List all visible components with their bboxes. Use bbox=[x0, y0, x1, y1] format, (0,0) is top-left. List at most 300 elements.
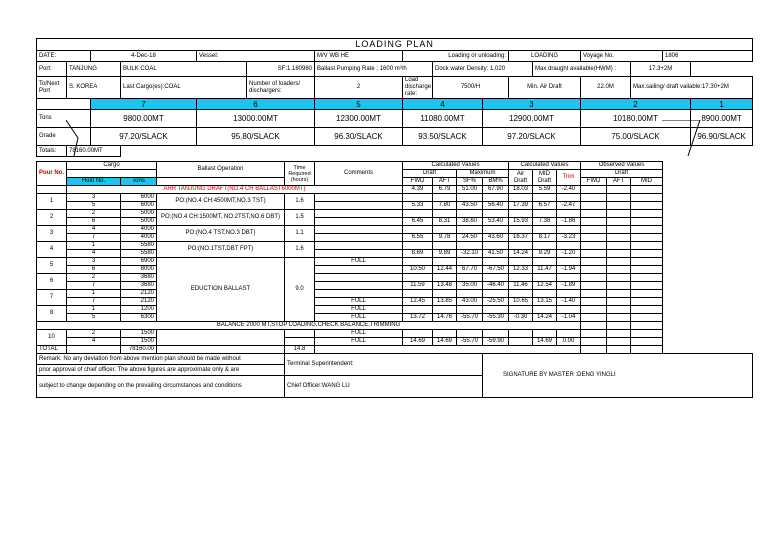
hold-tons-cell: 8000 bbox=[121, 266, 157, 274]
bm-cell: -67.50 bbox=[483, 266, 509, 274]
obs-cell bbox=[631, 314, 663, 322]
sf-cell: 35.00 bbox=[457, 282, 483, 290]
hold-tons-cell: 5000 bbox=[121, 210, 157, 218]
vessel-value: M/V WB HE bbox=[315, 51, 403, 62]
trim-cell bbox=[557, 258, 581, 266]
row-spacer bbox=[663, 210, 753, 218]
trim-cell: -1.40 bbox=[557, 298, 581, 306]
comment-cell bbox=[315, 202, 403, 210]
obs-cell bbox=[581, 274, 607, 282]
remark-line-3: subject to change depending on the prevailing circumstances and conditions bbox=[37, 376, 285, 398]
obs-cell bbox=[581, 218, 607, 226]
air-cell bbox=[509, 306, 533, 314]
ballast-cell: PO:(NO.4 CH:1500MT, NO.2TST,NO.6 DBT) bbox=[157, 210, 285, 226]
fwd-cell bbox=[403, 242, 433, 250]
row-spacer bbox=[663, 346, 753, 354]
obs-cell bbox=[581, 242, 607, 250]
bm-cell bbox=[483, 226, 509, 234]
air-cell: 12.33 bbox=[509, 266, 533, 274]
obs-cell bbox=[631, 202, 663, 210]
hold-number: 2 bbox=[581, 99, 691, 110]
trim-cell bbox=[557, 274, 581, 282]
fwd-cell bbox=[403, 194, 433, 202]
obs-cell bbox=[607, 338, 631, 346]
fwd-cell bbox=[403, 210, 433, 218]
obs-cell bbox=[581, 226, 607, 234]
obs-cell bbox=[607, 306, 631, 314]
obs-cell bbox=[631, 322, 663, 330]
fwd-cell bbox=[403, 274, 433, 282]
hold-number: 1 bbox=[691, 99, 753, 110]
bm-cell bbox=[483, 290, 509, 298]
time-cell: 1.6 bbox=[285, 194, 315, 210]
hold-number: 7 bbox=[91, 99, 197, 110]
obs-cell bbox=[631, 330, 663, 338]
hold-tons: 8900.00MT bbox=[691, 110, 753, 128]
hold-no: 4 bbox=[67, 338, 121, 346]
sf-cell bbox=[457, 210, 483, 218]
pour-no: 5 bbox=[37, 258, 67, 274]
fwd-cell bbox=[403, 306, 433, 314]
bm-cell: -25.50 bbox=[483, 298, 509, 306]
vessel-label: Vessel: bbox=[197, 51, 315, 62]
tons-header: Tons bbox=[121, 178, 157, 186]
mid-cell bbox=[533, 290, 557, 298]
aft-cell bbox=[433, 226, 457, 234]
trim-cell: -2.47 bbox=[557, 202, 581, 210]
hold-number: 4 bbox=[403, 99, 483, 110]
time-cell: 1.6 bbox=[285, 242, 315, 258]
comment-cell bbox=[315, 282, 403, 290]
bm-cell bbox=[483, 194, 509, 202]
bm-cell bbox=[483, 242, 509, 250]
sf-cell: 38.60 bbox=[457, 218, 483, 226]
sf-cell: 67.70 bbox=[457, 266, 483, 274]
fwd-cell: 5.33 bbox=[403, 202, 433, 210]
hold-tons-cell: 5580 bbox=[121, 242, 157, 250]
obs-mid-header: MID bbox=[631, 178, 663, 186]
obs-cell bbox=[631, 250, 663, 258]
obs-cell bbox=[581, 314, 607, 322]
header-spacer bbox=[663, 178, 753, 186]
obs-cell bbox=[581, 234, 607, 242]
obs-cell bbox=[631, 186, 663, 194]
sf-cell bbox=[457, 242, 483, 250]
port-label: Port: bbox=[37, 62, 67, 77]
trim-cell: -1.89 bbox=[557, 282, 581, 290]
obs-cell bbox=[581, 290, 607, 298]
hold-tons-cell: 1500 bbox=[121, 330, 157, 338]
bm-cell bbox=[483, 274, 509, 282]
obs-cell bbox=[607, 218, 631, 226]
hold-no: 1 bbox=[67, 242, 121, 250]
load-rate-label: Load discharge rate: bbox=[403, 77, 433, 99]
comment-cell: FULL bbox=[315, 258, 403, 266]
air-cell: -0.30 bbox=[509, 314, 533, 322]
arr-trim: -2.40 bbox=[557, 186, 581, 194]
air-cell bbox=[509, 194, 533, 202]
sf-label: SF:1.180980 bbox=[247, 62, 315, 77]
hold-grade: 97.20/SLACK bbox=[91, 128, 197, 146]
hold-tons: 10180.00MT bbox=[581, 110, 691, 128]
air-cell: 17.39 bbox=[509, 202, 533, 210]
row-spacer bbox=[663, 202, 753, 210]
comment-cell bbox=[315, 250, 403, 258]
obs-aft-header: AFT bbox=[607, 178, 631, 186]
row-spacer bbox=[663, 242, 753, 250]
row-spacer bbox=[663, 298, 753, 306]
trim-cell bbox=[557, 306, 581, 314]
bm-cell bbox=[483, 258, 509, 266]
hold-grade: 96.30/SLACK bbox=[315, 128, 403, 146]
mid-cell: 7.38 bbox=[533, 218, 557, 226]
row-spacer bbox=[663, 330, 753, 338]
cargo-header: Cargo bbox=[67, 162, 157, 170]
pour-no-header: Pour No. bbox=[37, 162, 67, 186]
row-spacer bbox=[663, 322, 753, 330]
hold-no: 2 bbox=[67, 274, 121, 282]
obs-cell bbox=[581, 306, 607, 314]
aft-header: AFT bbox=[433, 178, 457, 186]
aft-cell bbox=[433, 258, 457, 266]
aft-cell bbox=[433, 194, 457, 202]
mid-cell: 9.29 bbox=[533, 250, 557, 258]
sf-cell: -55.70 bbox=[457, 314, 483, 322]
obs-cell bbox=[631, 298, 663, 306]
obs-cell bbox=[581, 322, 607, 330]
total-ballast-blank bbox=[157, 346, 285, 354]
air-cell: 14.24 bbox=[509, 250, 533, 258]
comment-cell: FULL bbox=[315, 314, 403, 322]
cargo-sub-blank bbox=[67, 170, 157, 178]
bm-header: BM% bbox=[483, 178, 509, 186]
aft-cell bbox=[433, 290, 457, 298]
aft-cell: 9.89 bbox=[433, 250, 457, 258]
sf-cell: 43.50 bbox=[457, 202, 483, 210]
hold-number-spacer bbox=[37, 99, 91, 110]
aft-cell: 14.76 bbox=[433, 314, 457, 322]
obs-cell bbox=[631, 242, 663, 250]
pour-no: 4 bbox=[37, 242, 67, 258]
obs-cell bbox=[631, 194, 663, 202]
hold-tons-cell: 6300 bbox=[121, 314, 157, 322]
total-blank bbox=[67, 346, 121, 354]
obs-cell bbox=[607, 330, 631, 338]
aft-cell: 8.31 bbox=[433, 218, 457, 226]
remark-line-2: prior approval of chief officer. The above figures are approximate only & are bbox=[37, 365, 285, 376]
hold-no: 2 bbox=[67, 210, 121, 218]
row-spacer bbox=[663, 186, 753, 194]
trim-header: Trim bbox=[557, 170, 581, 186]
trim-cell bbox=[557, 226, 581, 234]
arr-blank bbox=[37, 186, 67, 194]
grade-label: Grade bbox=[37, 128, 91, 146]
obs-cell bbox=[631, 266, 663, 274]
trim-cell: -1.86 bbox=[557, 218, 581, 226]
arr-mid: 5.59 bbox=[533, 186, 557, 194]
hold-tons-cell: 4000 bbox=[121, 226, 157, 234]
obs-cell bbox=[581, 202, 607, 210]
fwd-cell bbox=[403, 258, 433, 266]
mid-cell bbox=[533, 210, 557, 218]
obs-cell bbox=[607, 346, 631, 354]
obs-cell bbox=[607, 314, 631, 322]
hold-tons: 12900.00MT bbox=[483, 110, 581, 128]
ballast-cell: PO:(NO.4 CH:4500MT,NO.3 TST) bbox=[157, 194, 285, 210]
comment-cell bbox=[315, 290, 403, 298]
hold-tons-cell: 2120 bbox=[121, 298, 157, 306]
hold-tons-cell: 4000 bbox=[121, 234, 157, 242]
mid-cell: 12.54 bbox=[533, 282, 557, 290]
obs-cell bbox=[607, 266, 631, 274]
fwd-cell: 8.69 bbox=[403, 250, 433, 258]
port-value: TANJUNG bbox=[67, 62, 121, 77]
obs-cell bbox=[607, 234, 631, 242]
air-cell bbox=[509, 330, 533, 338]
date-value: 4-Dec-18 bbox=[91, 51, 197, 62]
time-cell: 1.5 bbox=[285, 210, 315, 226]
sf-cell bbox=[457, 194, 483, 202]
row-spacer bbox=[663, 290, 753, 298]
header-spacer bbox=[663, 162, 753, 170]
hold-no: 3 bbox=[67, 194, 121, 202]
obs-cell bbox=[631, 234, 663, 242]
hold-no: 7 bbox=[67, 234, 121, 242]
air-cell bbox=[509, 258, 533, 266]
hold-grade: 96.90/SLACK bbox=[691, 128, 753, 146]
mid-cell bbox=[533, 258, 557, 266]
aft-cell bbox=[433, 330, 457, 338]
comment-cell bbox=[315, 218, 403, 226]
comment-cell: FULL bbox=[315, 298, 403, 306]
obs-cell bbox=[607, 242, 631, 250]
calc-values-2-header: Calculated Values bbox=[509, 162, 581, 170]
ballast-op-header: Ballast Operation bbox=[157, 162, 285, 178]
hold-tons-cell: 5000 bbox=[121, 218, 157, 226]
hold-tons: 9800.00MT bbox=[91, 110, 197, 128]
min-air-value: 22.0M bbox=[581, 77, 631, 99]
ballast-cell: PO:(NO.4 TST,NO.3 DBT) bbox=[157, 226, 285, 242]
trim-cell: -3.23 bbox=[557, 234, 581, 242]
air-cell bbox=[509, 338, 533, 346]
loading-plan-sheet bbox=[36, 38, 746, 398]
obs-cell bbox=[607, 290, 631, 298]
obs-cell bbox=[607, 258, 631, 266]
calc-values-header: Calculated Values bbox=[403, 162, 509, 170]
chief-officer: Chief Officer:WANG LU bbox=[285, 376, 483, 398]
hold-no: 6 bbox=[67, 218, 121, 226]
ballast-rate: Ballast Pumping Rate : 1600 m³/h bbox=[315, 62, 433, 77]
bm-cell bbox=[483, 330, 509, 338]
mid-draft-header: MID Draft bbox=[533, 170, 557, 186]
dock-density: Dock water Density: 1.020 bbox=[433, 62, 533, 77]
obs-cell bbox=[581, 330, 607, 338]
ballast-cell bbox=[157, 330, 285, 346]
obs-cell bbox=[607, 226, 631, 234]
pour-no: 3 bbox=[37, 226, 67, 242]
row-spacer bbox=[663, 314, 753, 322]
next-port-value: S. KOREA bbox=[67, 77, 121, 99]
hold-no: 1 bbox=[67, 306, 121, 314]
aft-cell bbox=[433, 306, 457, 314]
hold-grade: 93.50/SLACK bbox=[403, 128, 483, 146]
arr-aft: 6.79 bbox=[433, 186, 457, 194]
total-time: 14.8 bbox=[285, 346, 315, 354]
time-cell bbox=[285, 330, 315, 338]
comment-cell bbox=[315, 234, 403, 242]
comment-cell bbox=[315, 242, 403, 250]
totals-spacer bbox=[121, 146, 753, 157]
voyage-label: Voyage No. bbox=[581, 51, 663, 62]
arrival-note: ARR TANJUNG DRAFT(NO.4 CH BALLAST6000MT) bbox=[67, 186, 403, 194]
hold-tons-cell: 2120 bbox=[121, 290, 157, 298]
air-cell: 15.93 bbox=[509, 218, 533, 226]
load-rate-value: 7500/H bbox=[433, 77, 509, 99]
hold-tons-cell: 3680 bbox=[121, 274, 157, 282]
comment-cell: FULL bbox=[315, 338, 403, 346]
max-draught-value: 17.3+2M bbox=[631, 62, 691, 77]
hold-tons-cell: 5580 bbox=[121, 250, 157, 258]
obs-cell bbox=[607, 186, 631, 194]
obs-cell bbox=[631, 338, 663, 346]
air-cell bbox=[509, 274, 533, 282]
row-spacer bbox=[663, 306, 753, 314]
row-spacer bbox=[663, 282, 753, 290]
bm-cell: -59.90 bbox=[483, 338, 509, 346]
fwd-header: FWD bbox=[403, 178, 433, 186]
max-sailing-label: Max.sailing/ draft vailable:17.30+2M bbox=[631, 77, 753, 99]
hold-grade: 95.80/SLACK bbox=[197, 128, 315, 146]
air-cell bbox=[509, 226, 533, 234]
row-spacer bbox=[663, 266, 753, 274]
mid-cell: 14.24 bbox=[533, 314, 557, 322]
comment-cell bbox=[315, 274, 403, 282]
hold-no: 5 bbox=[67, 202, 121, 210]
mid-cell bbox=[533, 274, 557, 282]
voyage-value: 1806 bbox=[663, 51, 753, 62]
sf-cell bbox=[457, 290, 483, 298]
aft-cell bbox=[433, 274, 457, 282]
hold-no: 4 bbox=[67, 250, 121, 258]
fwd-cell: 11.59 bbox=[403, 282, 433, 290]
draft-header: Draft bbox=[403, 170, 457, 178]
totals-label: Totals: bbox=[37, 146, 67, 157]
aft-cell: 13.48 bbox=[433, 282, 457, 290]
row-spacer bbox=[663, 250, 753, 258]
observed-draft-header: Draft bbox=[581, 170, 663, 178]
comment-cell: FULL bbox=[315, 330, 403, 338]
mid-cell: 6.57 bbox=[533, 202, 557, 210]
hold-tons: 13000.00MT bbox=[197, 110, 315, 128]
min-air-label: Min. Air Draft bbox=[509, 77, 581, 99]
time-required-header: Time Required (hours) bbox=[285, 162, 315, 186]
sf-cell: -55.70 bbox=[457, 338, 483, 346]
obs-cell bbox=[581, 250, 607, 258]
obs-cell bbox=[607, 322, 631, 330]
hold-number: 6 bbox=[197, 99, 315, 110]
fwd-cell bbox=[403, 290, 433, 298]
bm-cell: 56.40 bbox=[483, 202, 509, 210]
pour-no: 10 bbox=[37, 330, 67, 346]
last-cargo: Last Cargo(es):COAL bbox=[121, 77, 247, 99]
balance-note: BALANCE 2000 MT,STOP LOADING,CHECK BALANCE,TRIMMING bbox=[37, 322, 581, 330]
hold-no: 1 bbox=[67, 290, 121, 298]
row-spacer bbox=[663, 218, 753, 226]
air-cell bbox=[509, 290, 533, 298]
hold-grade: 97.20/SLACK bbox=[483, 128, 581, 146]
bm-cell: 53.40 bbox=[483, 218, 509, 226]
pour-no: 2 bbox=[37, 210, 67, 226]
loading-plan-table bbox=[36, 38, 753, 398]
obs-cell bbox=[581, 298, 607, 306]
air-draft-header: Air Draft bbox=[509, 170, 533, 186]
pour-no: 7 bbox=[37, 290, 67, 306]
obs-cell bbox=[607, 250, 631, 258]
mid-cell bbox=[533, 306, 557, 314]
air-cell: 11.46 bbox=[509, 282, 533, 290]
sf-header: SF% bbox=[457, 178, 483, 186]
sf-cell bbox=[457, 258, 483, 266]
trim-cell bbox=[557, 290, 581, 298]
sf-cell bbox=[457, 330, 483, 338]
tons-label: Tons bbox=[37, 110, 91, 128]
trim-cell: -1.94 bbox=[557, 266, 581, 274]
obs-fwd-header: FWD bbox=[581, 178, 607, 186]
air-cell bbox=[509, 242, 533, 250]
fwd-cell: 13.72 bbox=[403, 314, 433, 322]
time-cell: 1.1 bbox=[285, 226, 315, 242]
ballast-cell: PO:(NO.1TST,DBT FPT) bbox=[157, 242, 285, 258]
obs-cell bbox=[631, 226, 663, 234]
hold-tons: 11080.00MT bbox=[403, 110, 483, 128]
obs-cell bbox=[581, 194, 607, 202]
hold-no-header: Hold No. bbox=[67, 178, 121, 186]
arr-bm: 67.90 bbox=[483, 186, 509, 194]
row-spacer bbox=[663, 338, 753, 346]
obs-cell bbox=[581, 258, 607, 266]
hold-grade: 75.00/SLACK bbox=[581, 128, 691, 146]
next-port-label: To/Next Port bbox=[37, 77, 67, 99]
fwd-cell: 12.45 bbox=[403, 298, 433, 306]
obs-cell bbox=[631, 258, 663, 266]
comments-header: Comments bbox=[315, 162, 403, 186]
master-signature: SIGNATURE BY MASTER :DENG YINGLI bbox=[483, 354, 753, 398]
fwd-cell bbox=[403, 330, 433, 338]
total-blank-2 bbox=[315, 346, 581, 354]
hold-tons: 12300.00MT bbox=[315, 110, 403, 128]
total-label: TOTAL bbox=[37, 346, 67, 354]
loaders-label: Number of loaders/ dischargers: bbox=[247, 77, 315, 99]
aft-cell: 9.78 bbox=[433, 234, 457, 242]
bm-cell: -55.30 bbox=[483, 314, 509, 322]
comment-cell bbox=[315, 226, 403, 234]
trim-cell bbox=[557, 242, 581, 250]
trim-cell: 0.00 bbox=[557, 338, 581, 346]
mid-cell bbox=[533, 330, 557, 338]
hold-no: 7 bbox=[67, 282, 121, 290]
arr-fwd: 4.39 bbox=[403, 186, 433, 194]
sf-cell: 24.50 bbox=[457, 234, 483, 242]
bm-cell: 43.60 bbox=[483, 234, 509, 242]
hold-no: 2 bbox=[67, 330, 121, 338]
hold-tons-cell: 3680 bbox=[121, 282, 157, 290]
obs-cell bbox=[607, 194, 631, 202]
loading-label: Loading or unloading: bbox=[403, 51, 509, 62]
hold-number: 3 bbox=[483, 99, 581, 110]
obs-cell bbox=[581, 346, 607, 354]
trim-cell: -1.20 bbox=[557, 250, 581, 258]
mid-cell: 14.69 bbox=[533, 338, 557, 346]
